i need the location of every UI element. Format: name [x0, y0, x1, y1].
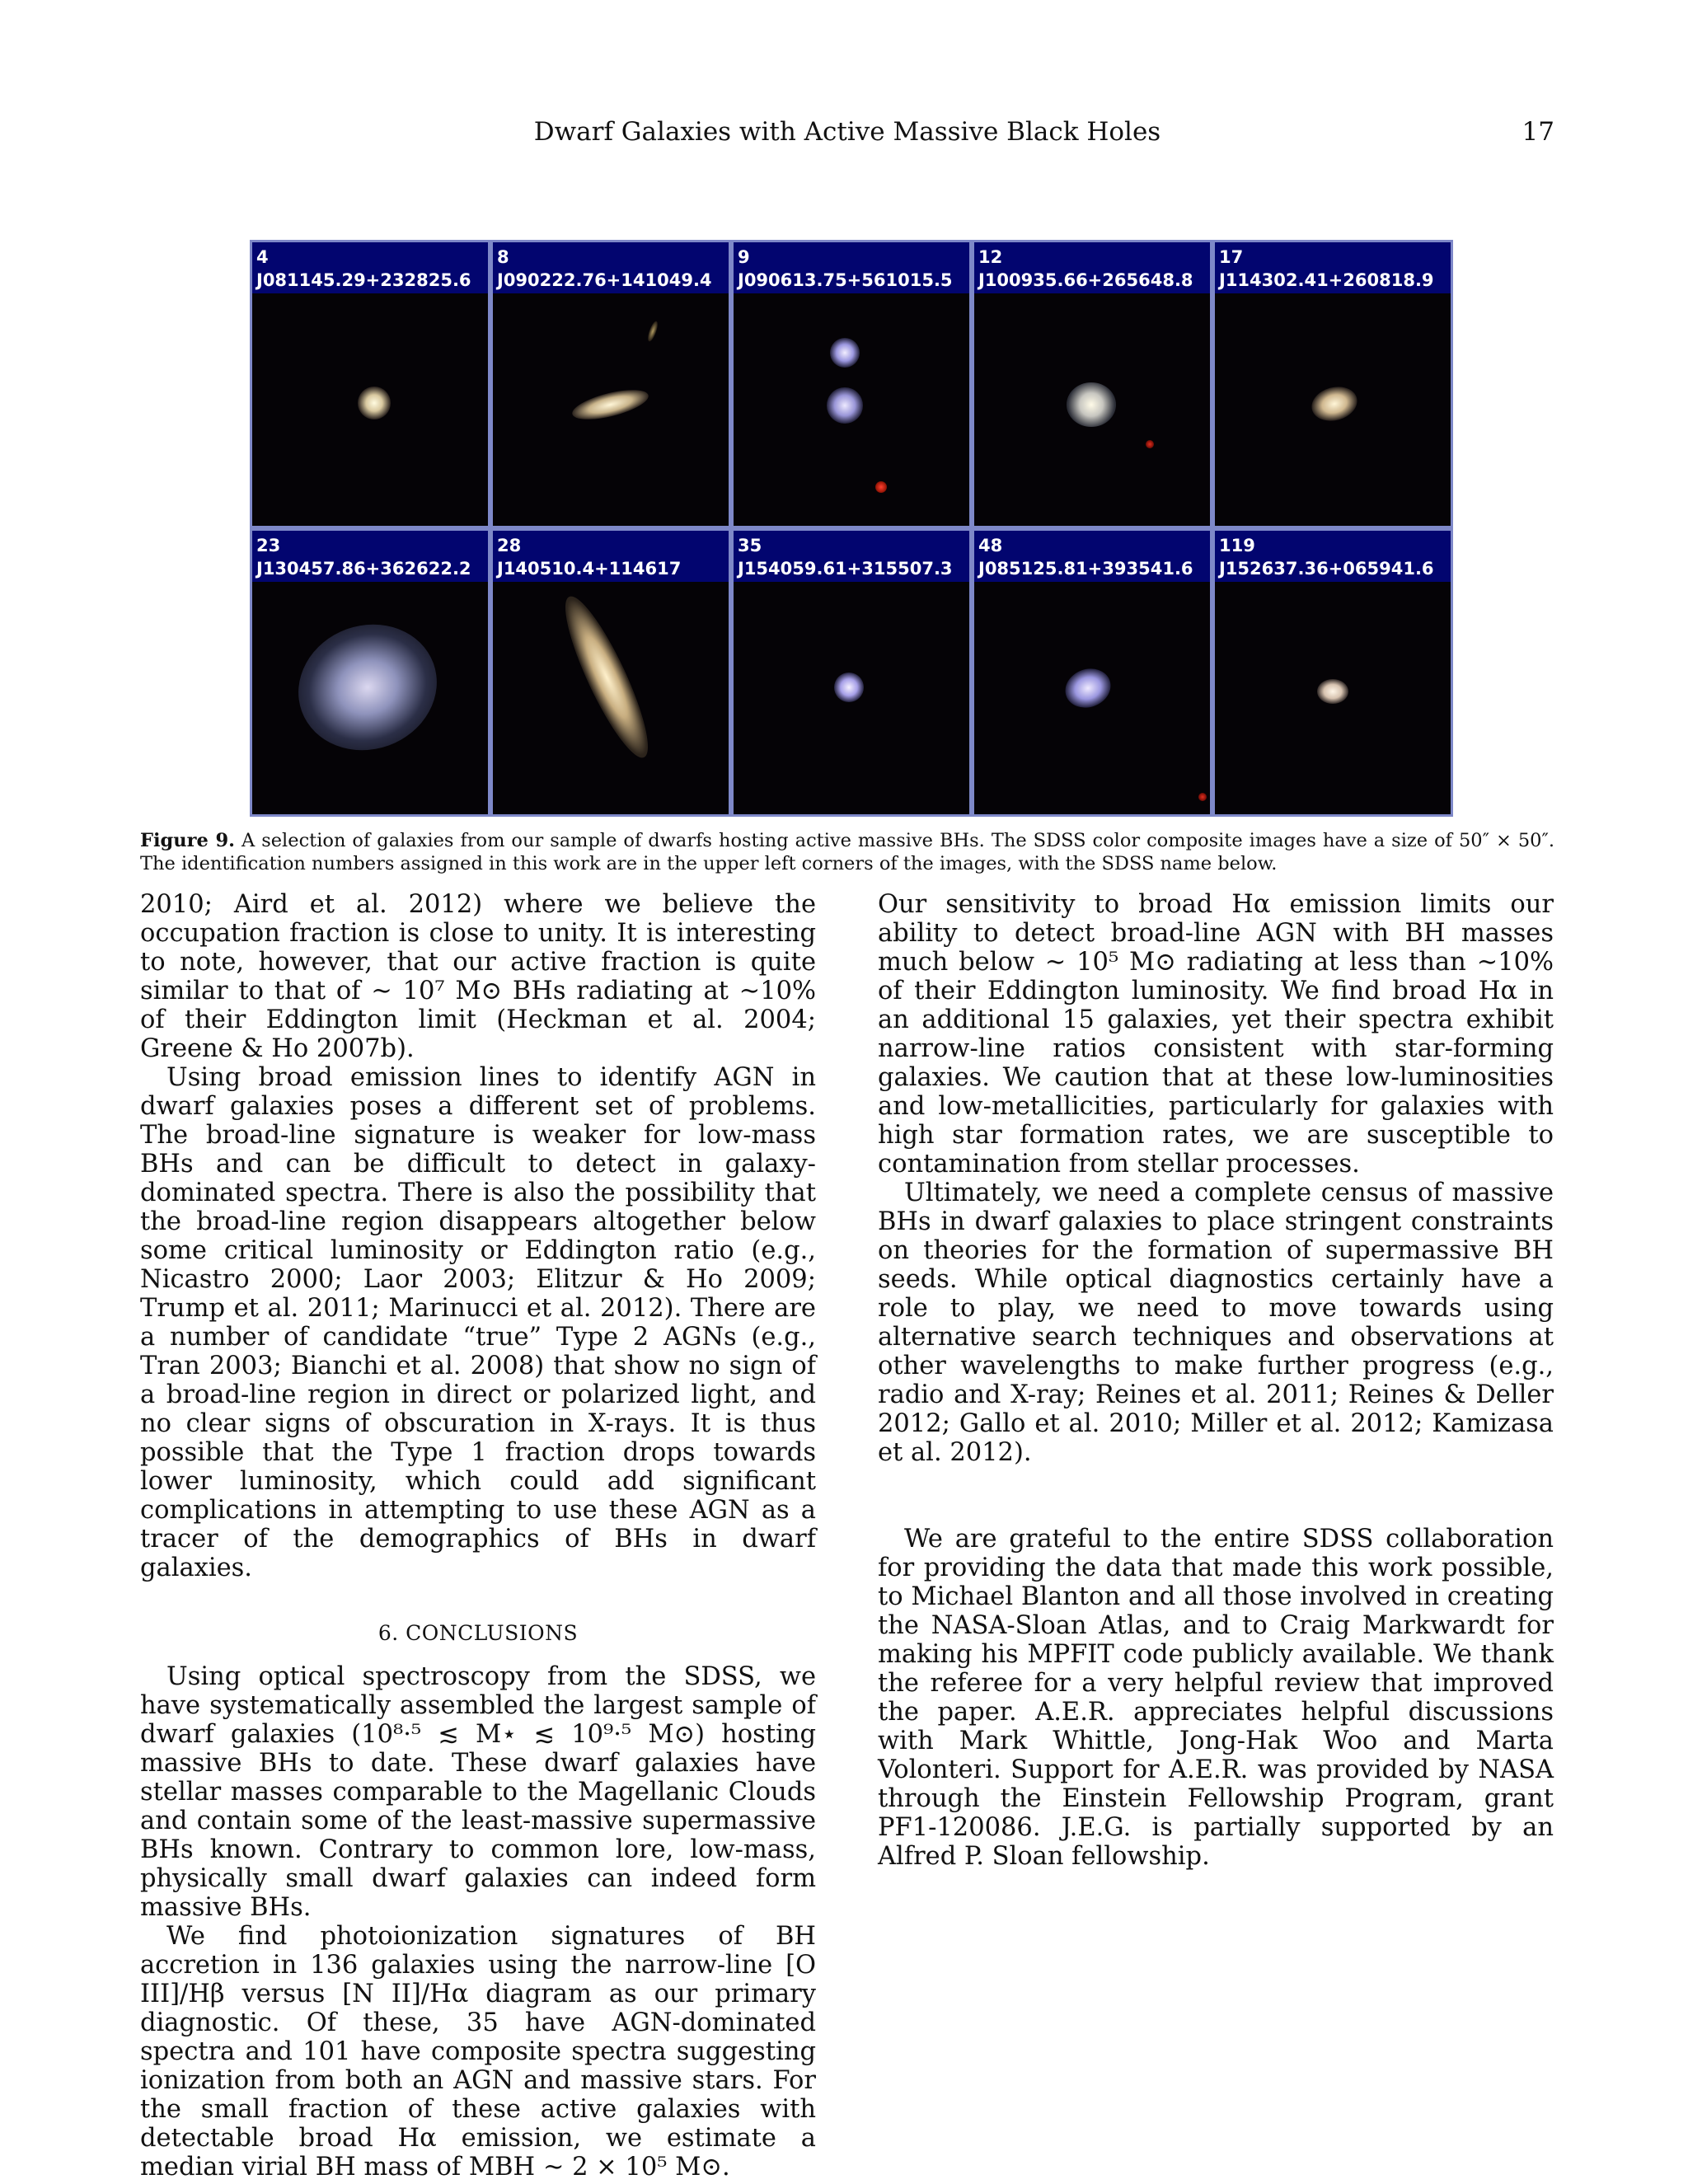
panel-id: 4 — [256, 247, 269, 267]
panel-label — [493, 531, 729, 582]
galaxy-image — [280, 605, 454, 769]
body-paragraph: Ultimately, we need a complete census of massive BHs in dwarf galaxies to place stringent constraints on theories for the formation of supermassive BH seeds. While optical diagnostics certainly have a role to play, we need to move towards using alternative search techniques and observations at other wavelengths to make further progress (e.g., radio and X-ray; Reines et al. 2011; Reines & Deller 2012; Gallo et al. 2010; Miller et al. 2012; Kamizasa et al. 2012). — [878, 1179, 1554, 1467]
panel-label — [974, 242, 1210, 293]
panel-label — [1215, 242, 1451, 293]
galaxy-panel — [974, 242, 1210, 526]
galaxy-image — [358, 387, 391, 419]
panel-label — [252, 531, 488, 582]
panel-sdss-name: J100935.66+265648.8 — [978, 270, 1193, 290]
galaxy-image — [552, 588, 662, 765]
right-column — [878, 890, 1554, 1871]
galaxy-image — [570, 384, 651, 425]
panel-id: 8 — [497, 247, 509, 267]
panel-label — [493, 242, 729, 293]
galaxy-panel — [734, 531, 969, 814]
galaxy-image — [1308, 382, 1361, 425]
body-paragraph: 2010; Aird et al. 2012) where we believe the occupation fraction is close to unity. It is interesting to note, however, that our active fraction is quite similar to that of ∼ 10⁷ M⊙ BHs radiating at ∼10% of their Eddington limit (Heckman et al. 2004; Greene & Ho 2007b). — [140, 890, 816, 1063]
panel-label — [252, 242, 488, 293]
body-paragraph: Using optical spectroscopy from the SDSS, we have systematically assembled the largest sample of dwarf galaxies (10⁸·⁵ ≲ M⋆ ≲ 10⁹·⁵ M⊙) hosting massive BHs to date. These dwarf galaxies have stellar masses comparable to the Magellanic Clouds and contain some of the least-massive supermassive BHs known. Contrary to common lore, low-mass, physically small dwarf galaxies can indeed form massive BHs. — [140, 1662, 816, 1922]
galaxy-panel — [1215, 242, 1451, 526]
panel-sdss-name: J081145.29+232825.6 — [256, 270, 471, 290]
galaxy-image — [1067, 382, 1116, 427]
running-title: Dwarf Galaxies with Active Massive Black Holes — [533, 117, 1161, 147]
galaxy-image — [830, 338, 860, 368]
red-star — [1198, 793, 1207, 801]
panel-label — [734, 242, 969, 293]
section-heading-conclusions: 6. CONCLUSIONS — [377, 1621, 579, 1645]
body-paragraph: Using broad emission lines to identify AGN in dwarf galaxies poses a different set of problems. The broad-line signature is weaker for low-mass BHs and can be difficult to detect in galaxy-dominated spectra. There is also the possibility that the broad-line region disappears altogether below some critical luminosity or Eddington ratio (e.g., Nicastro 2000; Laor 2003; Elitzur & Ho 2009; Trump et al. 2011; Marinucci et al. 2012). There are a number of candidate “true” Type 2 AGNs (e.g., Tran 2003; Bianchi et al. 2008) that show no sign of a broad-line region in direct or polarized light, and no clear signs of obscuration in X-rays. It is thus possible that the Type 1 fraction drops towards lower luminosity, which could add significant complications in attempting to use these AGN as a tracer of the demographics of BHs in dwarf galaxies. — [140, 1063, 816, 1582]
galaxy-panel — [1215, 531, 1451, 814]
body-paragraph: We find photoionization signatures of BH accretion in 136 galaxies using the narrow-line [O III]/Hβ versus [N II]/Hα diagram as our primary diagnostic. Of these, 35 have AGN-dominated spectra and 101 have composite spectra suggesting ionization from both an AGN and massive stars. For the small fraction of these active galaxies with detectable broad Hα emission, we estimate a median virial BH mass of MBH ∼ 2 × 10⁵ M⊙. — [140, 1922, 816, 2182]
galaxy-panel — [493, 242, 729, 526]
red-star — [875, 481, 887, 493]
galaxy-panel — [493, 531, 729, 814]
panel-sdss-name: J114302.41+260818.9 — [1219, 270, 1434, 290]
panel-sdss-name: J085125.81+393541.6 — [978, 559, 1193, 579]
galaxy-panel — [252, 531, 488, 814]
panel-label — [734, 531, 969, 582]
galaxy-image — [1060, 663, 1116, 714]
figure-caption-text: A selection of galaxies from our sample of dwarfs hosting active massive BHs. The SDSS color composite images have a size of 50″ × 50″. The identification numbers assigned in this work are in the upper left corners of the images, with the SDSS name below. — [140, 830, 1555, 874]
figure-caption-label: Figure 9. — [140, 830, 235, 851]
body-paragraph: Our sensitivity to broad Hα emission limits our ability to detect broad-line AGN with BH masses much below ∼ 10⁵ M⊙ radiating at less than ∼10% of their Eddington luminosity. We find broad Hα in an additional 15 galaxies, yet their spectra exhibit narrow-line ratios consistent with star-forming galaxies. We caution that at these low-luminosities and low-metallicities, particularly for galaxies with high star formation rates, we are susceptible to contamination from stellar processes. — [878, 890, 1554, 1179]
panel-id: 48 — [978, 536, 1003, 555]
panel-id: 23 — [256, 536, 281, 555]
panel-id: 17 — [1219, 247, 1244, 267]
page-header — [140, 117, 1554, 153]
left-column — [140, 890, 816, 2182]
red-star — [1146, 440, 1154, 448]
galaxy-panel — [252, 242, 488, 526]
panel-sdss-name: J140510.4+114617 — [497, 559, 682, 579]
figure-9-image-grid — [250, 240, 1453, 817]
panel-id: 12 — [978, 247, 1003, 267]
panel-label — [1215, 531, 1451, 582]
galaxy-panel — [974, 531, 1210, 814]
panel-sdss-name: J090222.76+141049.4 — [497, 270, 712, 290]
panel-sdss-name: J152637.36+065941.6 — [1219, 559, 1434, 579]
panel-label — [974, 531, 1210, 582]
figure-caption — [140, 829, 1554, 875]
galaxy-panel — [734, 242, 969, 526]
galaxy-image — [1317, 679, 1348, 704]
panel-id: 119 — [1219, 536, 1255, 555]
panel-id: 9 — [738, 247, 750, 267]
galaxy-image — [834, 673, 864, 702]
panel-sdss-name: J130457.86+362622.2 — [256, 559, 471, 579]
panel-sdss-name: J154059.61+315507.3 — [738, 559, 953, 579]
page-number: 17 — [1522, 117, 1554, 147]
panel-sdss-name: J090613.75+561015.5 — [738, 270, 953, 290]
panel-id: 28 — [497, 536, 522, 555]
acknowledgments-paragraph: We are grateful to the entire SDSS collaboration for providing the data that made this work possible, to Michael Blanton and all those involved in creating the NASA-Sloan Atlas, and to Craig Markwardt for making his MPFIT code publicly available. We thank the referee for a very helpful review that improved the paper. A.E.R. appreciates helpful discussions with Mark Whittle, Jong-Hak Woo and Marta Volonteri. Support for A.E.R. was provided by NASA through the Einstein Fellowship Program, grant PF1-120086. J.E.G. is partially supported by an Alfred P. Sloan fellowship. — [878, 1525, 1554, 1871]
foreground-object — [646, 320, 659, 342]
panel-id: 35 — [738, 536, 762, 555]
galaxy-image — [827, 387, 863, 424]
